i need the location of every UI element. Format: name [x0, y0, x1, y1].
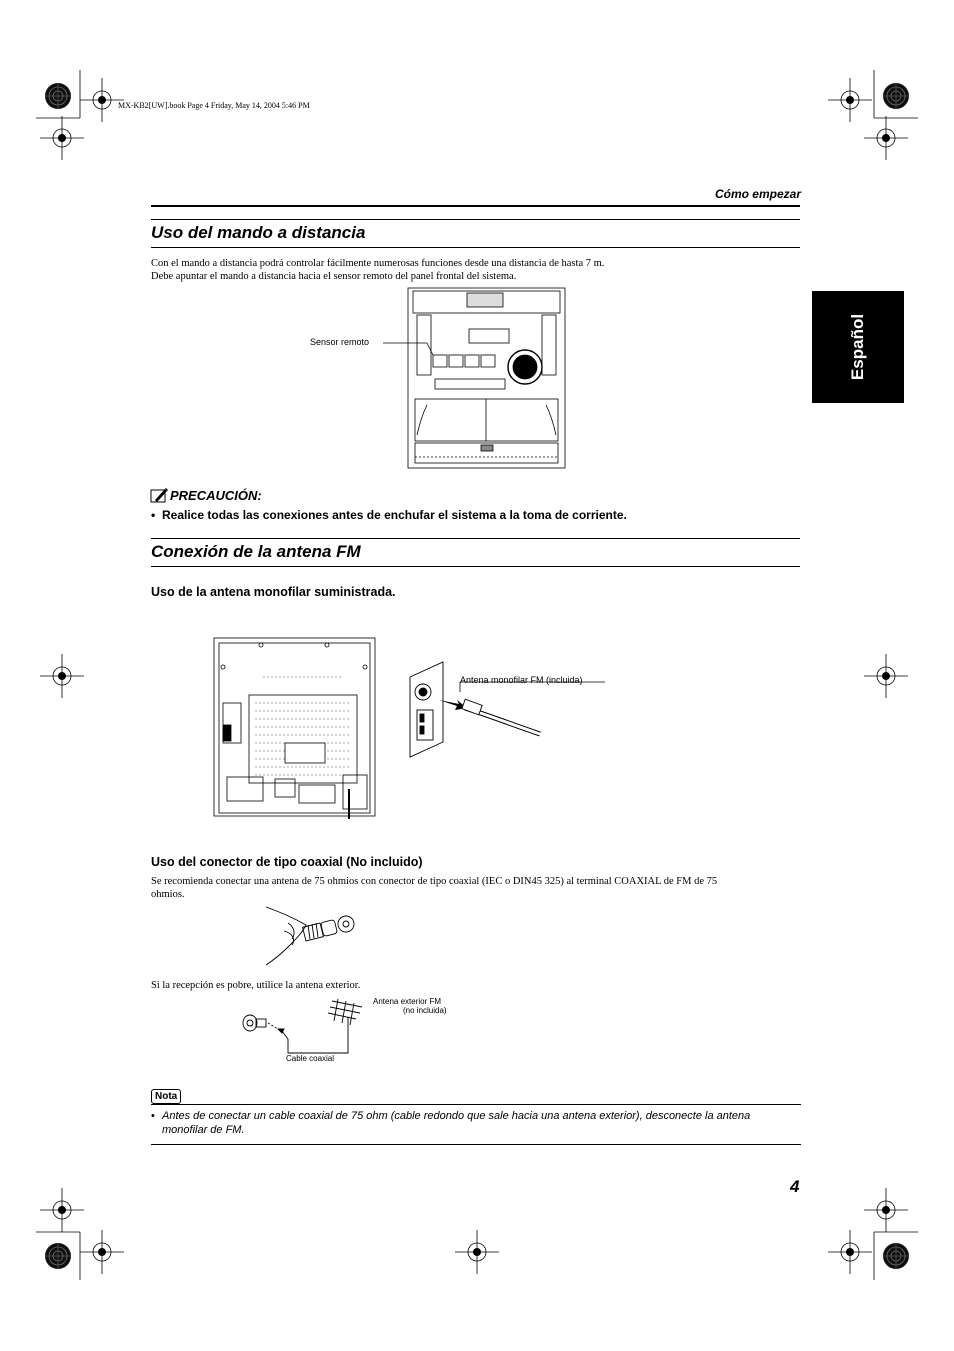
sensor-callout: Sensor remoto [310, 337, 370, 347]
antenna-callout: Antena monofilar FM (incluida) [460, 675, 583, 685]
note-text-2: monofilar de FM. [162, 1124, 245, 1136]
poor-reception-text: Si la recepción es pobre, utilice la antena exterior. [151, 980, 361, 991]
section2-bottom-rule [151, 566, 800, 567]
subheading-coaxial: Uso del conector de tipo coaxial (No incluido) [151, 855, 423, 869]
section1-title: Uso del mando a distancia [151, 223, 366, 242]
section1-paragraph-2: Debe apuntar el mando a distancia hacia el sensor remoto del panel frontal del sistema. [151, 271, 517, 282]
page-number: 4 [790, 1177, 800, 1196]
section2-title: Conexión de la antena FM [151, 542, 361, 561]
language-tab [812, 291, 904, 403]
coaxial-paragraph-2: ohmios. [151, 889, 185, 900]
note-text-1: Antes de conectar un cable coaxial de 75 ohm (cable redondo que sale hacia una antena exterior), desconecte la antena [162, 1110, 751, 1122]
section2-top-rule [151, 538, 800, 539]
note-label: Nota [151, 1089, 181, 1104]
section1-top-rule [151, 219, 800, 220]
coaxial-paragraph-1: Se recomienda conectar una antena de 75 ohmios con conector de tipo coaxial (IEC o DIN45 325) al terminal COAXIAL de FM de 75 [151, 876, 718, 887]
outdoor-antenna-callout-1: Antena exterior FM [373, 997, 442, 1006]
header-rule [151, 205, 800, 207]
stereo-front-illustration [407, 287, 567, 471]
pencil-caution-icon [151, 487, 169, 503]
note-bullet: • [151, 1110, 155, 1122]
file-stamp: MX-KB2[UW].book Page 4 Friday, May 14, 2004 5:46 PM [118, 101, 310, 110]
coax-cable-callout: Cable coaxial [286, 1054, 335, 1063]
running-header: Cómo empezar [714, 187, 801, 201]
caution-bullet: • [151, 508, 156, 522]
rear-panel-illustration [213, 637, 377, 821]
coax-plug-hand-illustration [262, 903, 362, 969]
caution-item: Realice todas las conexiones antes de enchufar el sistema a la toma de corriente. [162, 508, 627, 522]
language-tab-label: Español [848, 313, 867, 381]
outdoor-antenna-callout-2: (no incluida) [403, 1006, 447, 1015]
caution-title: PRECAUCIÓN: [170, 488, 262, 503]
section1-bottom-rule [151, 247, 800, 248]
note-bottom-rule [151, 1144, 801, 1145]
subheading-wire-antenna: Uso de la antena monofilar suministrada. [151, 585, 396, 599]
note-top-rule [151, 1104, 801, 1105]
section1-paragraph-1: Con el mando a distancia podrá controlar fácilmente numerosas funciones desde una distancia de hasta 7 m. [151, 258, 605, 269]
